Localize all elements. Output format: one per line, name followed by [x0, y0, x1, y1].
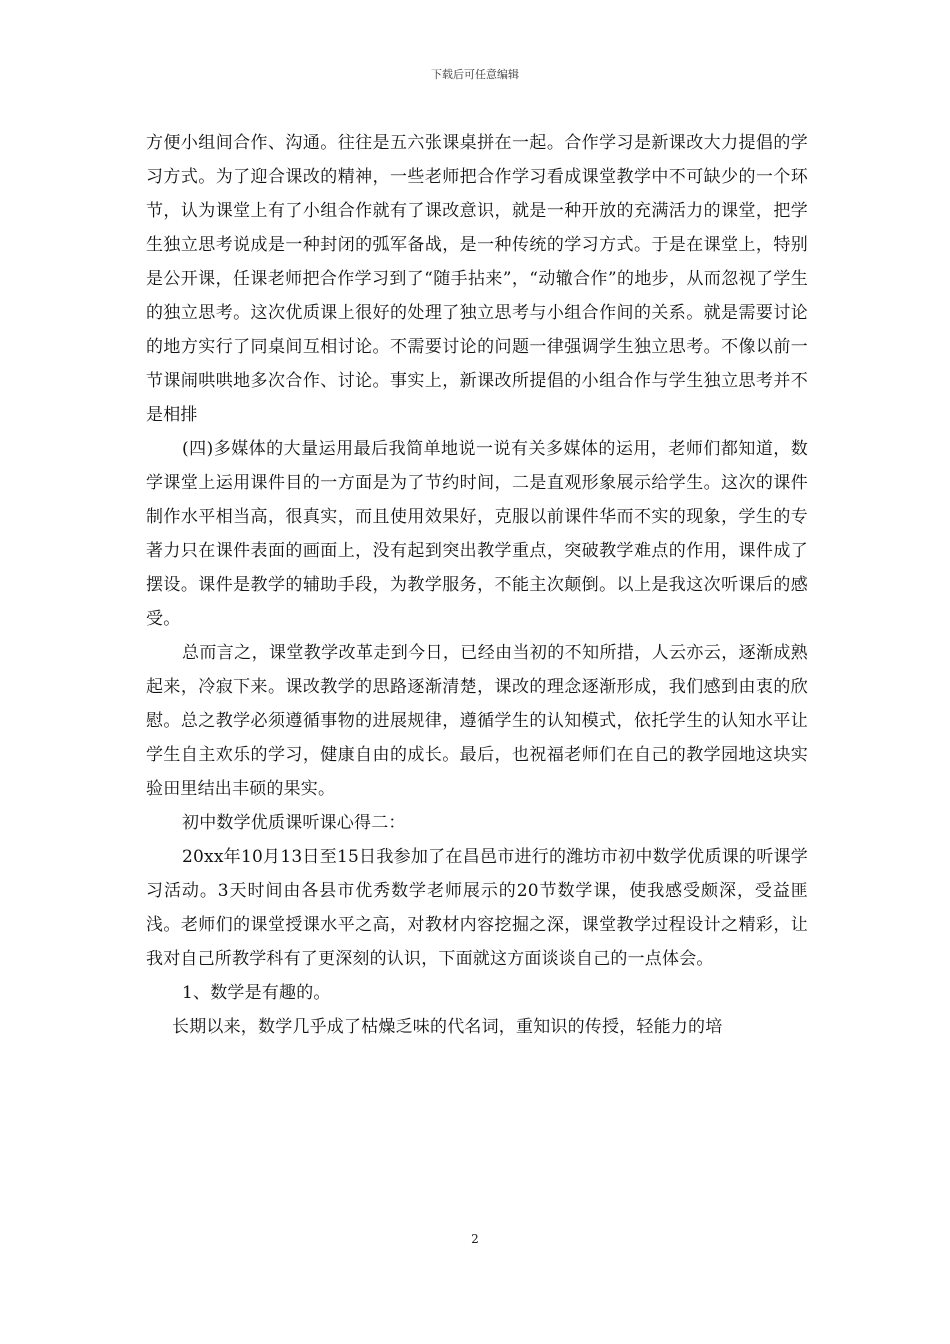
document-body: [146, 126, 808, 1044]
paragraph-multimedia: (四)多媒体的大量运用最后我简单地说一说有关多媒体的运用，老师们都知道，数学课堂上运用课件目的一方面是为了节约时间，二是直观形象展示给学生。这次的课件制作水平相当高，很真实，而且使用效果好，克服以前课件华而不实的现象，学生的专著力只在课件表面的画面上，没有起到突出教学重点，突破教学难点的作用，课件成了摆设。课件是教学的辅助手段，为教学服务，不能主次颠倒。以上是我这次听课后的感受。: [146, 439, 808, 629]
point-heading-one: 1、数学是有趣的。: [182, 983, 331, 1003]
section-heading-two: 初中数学优质课听课心得二：: [182, 813, 406, 833]
page-header: 下载后可任意编辑: [431, 68, 519, 81]
paragraph-event-intro: 20xx年10月13日至15日我参加了在昌邑市进行的潍坊市初中数学优质课的听课学习活动。3天时间由各县市优秀数学老师展示的20节数学课，使我感受颇深，受益匪浅。老师们的课堂授课水平之高，对教材内容挖掘之深，课堂教学过程设计之精彩，让我对自己所教学科有了更深刻的认识，下面就这方面谈谈自己的一点体会。: [146, 847, 808, 969]
paragraph-conclusion: 总而言之，课堂教学改革走到今日，已经由当初的不知所措，人云亦云，逐渐成熟起来，冷寂下来。课改教学的思路逐渐清楚，课改的理念逐渐形成，我们感到由衷的欣慰。总之教学必须遵循事物的进展规律，遵循学生的认知模式，依托学生的认知水平让学生自主欢乐的学习，健康自由的成长。最后，也祝福老师们在自己的教学园地这块实验田里结出丰硕的果实。: [146, 643, 808, 799]
paragraph-cooperation: 方便小组间合作、沟通。往往是五六张课桌拼在一起。合作学习是新课改大力提倡的学习方式。为了迎合课改的精神，一些老师把合作学习看成课堂教学中不可缺少的一个环节，认为课堂上有了小组合作就有了课改意识，就是一种开放的充满活力的课堂，把学生独立思考说成是一种封闭的弧军备战，是一种传统的学习方式。于是在课堂上，特别是公开课，任课老师把合作学习到了“随手拈来”，“动辙合作”的地步，从而忽视了学生的独立思考。这次优质课上很好的处理了独立思考与小组合作间的关系。就是需要讨论的地方实行了同桌间互相讨论。不需要讨论的问题一律强调学生独立思考。不像以前一节课闹哄哄地多次合作、讨论。事实上，新课改所提倡的小组合作与学生独立思考并不是相排: [146, 133, 808, 425]
page-number: 2: [471, 1232, 479, 1246]
paragraph-math-interest: 长期以来，数学几乎成了枯燥乏味的代名词，重知识的传授，轻能力的培: [172, 1017, 723, 1037]
